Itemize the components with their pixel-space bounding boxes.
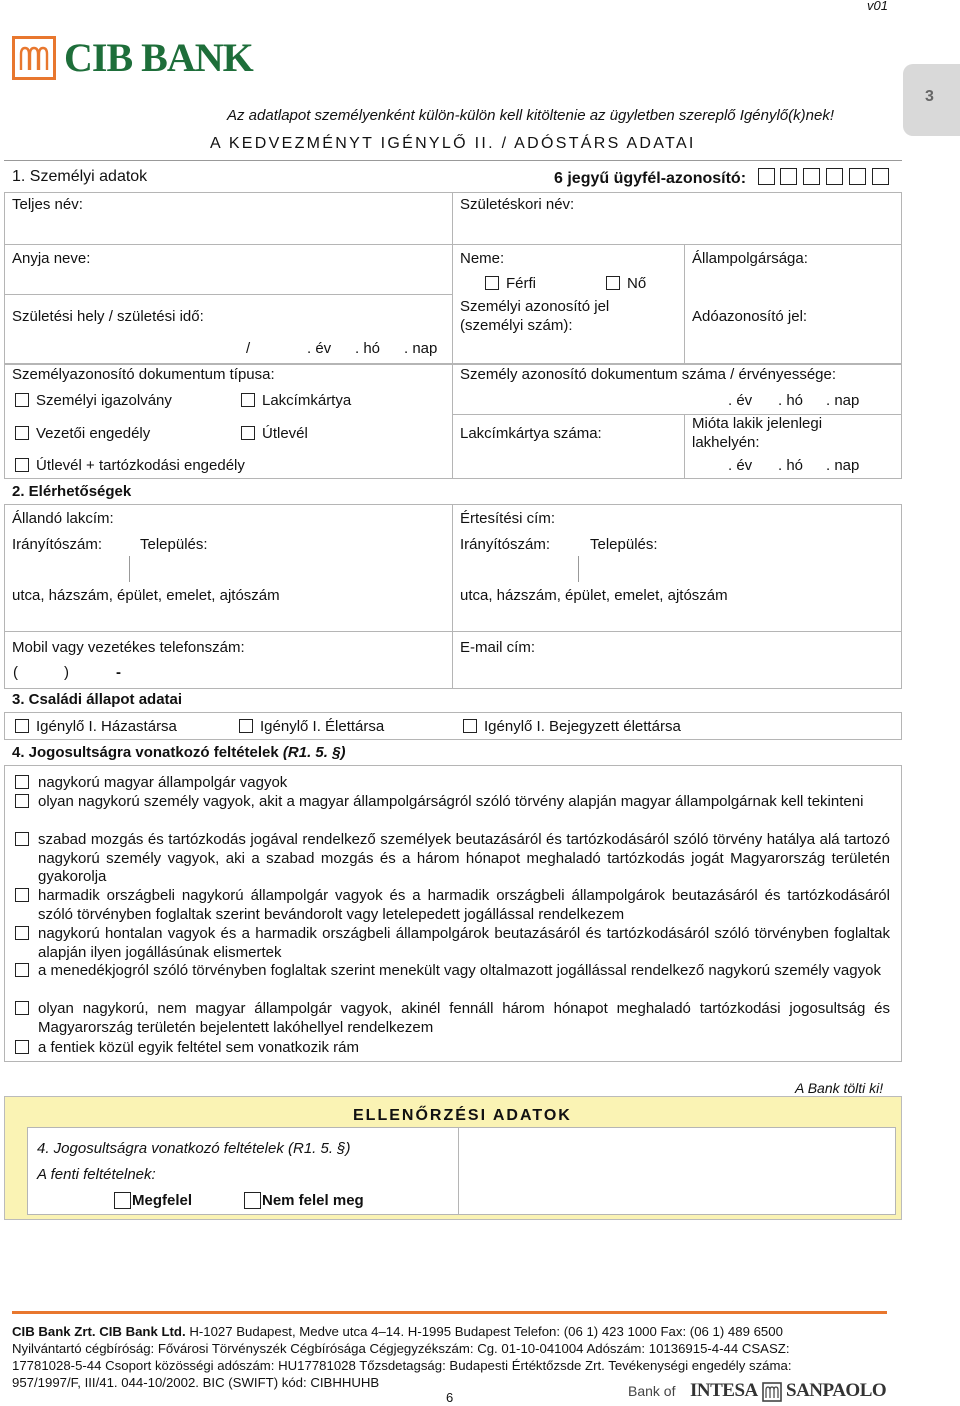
registered-partner-label: Igénylő I. Bejegyzett élettársa bbox=[484, 718, 681, 735]
doc-valid-day: . nap bbox=[826, 392, 860, 409]
footer-line-1 bbox=[12, 1323, 792, 1340]
driving-license-checkbox[interactable] bbox=[15, 426, 29, 440]
phone-label: Mobil vagy vezetékes telefonszám: bbox=[12, 639, 245, 656]
spouse-checkbox[interactable] bbox=[15, 719, 29, 733]
footer-line-3: 17781028-5-44 Csoport közösségi adószám: HU17781028 Tőzsdetagság: Budapesti Értéktőzsde Zrt. Tevékenységi engedély száma: bbox=[12, 1358, 792, 1373]
condition-checkbox-4[interactable] bbox=[15, 888, 29, 902]
section1-heading: 1. Személyi adatok bbox=[12, 168, 148, 185]
since-day: . nap bbox=[826, 457, 860, 474]
residence-since-line1: Mióta lakik jelenlegi bbox=[692, 415, 823, 432]
condition-text-7: olyan nagykorú, nem magyar állampolgár vagyok, akinél fennáll három hónapot meghaladó tartózkodási jogosultság és Magyarország területén bejelentett lakóhellyel rendelkezem bbox=[38, 1000, 890, 1036]
email-label: E-mail cím: bbox=[460, 639, 535, 656]
driving-license-label: Vezetői engedély bbox=[36, 425, 151, 442]
not-meets-label: Nem felel meg bbox=[262, 1192, 364, 1209]
intesa-logo bbox=[628, 1380, 887, 1404]
condition-checkbox-6[interactable] bbox=[15, 963, 29, 977]
passport-label: Útlevél bbox=[262, 425, 308, 442]
section4-heading-main: 4. Jogosultságra vonatkozó feltételek bbox=[12, 744, 279, 761]
since-month: . hó bbox=[778, 457, 804, 474]
bank-of-text: Bank of bbox=[628, 1383, 676, 1399]
gender-label: Neme: bbox=[460, 250, 505, 267]
passport-residence-label: Útlevél + tartózkodási engedély bbox=[36, 457, 245, 474]
intesa-text: INTESA bbox=[690, 1380, 758, 1401]
birth-place-date-label: Születési hely / születési idő: bbox=[12, 308, 204, 325]
section2-heading: 2. Elérhetőségek bbox=[12, 483, 132, 500]
full-name-label: Teljes név: bbox=[12, 196, 83, 213]
spouse-label: Igénylő I. Házastársa bbox=[36, 718, 177, 735]
passport-residence-checkbox[interactable] bbox=[15, 458, 29, 472]
address-card-number-label: Lakcímkártya száma: bbox=[460, 425, 602, 442]
condition-text-6: a menedékjogról szóló törvényben foglaltak szerint menekült vagy oltalmazott jogállással rendelkező nagykorú személy vagyok bbox=[38, 962, 881, 979]
not-meets-checkbox[interactable] bbox=[244, 1192, 261, 1209]
doc-number-label: Személy azonosító dokumentum száma / érvényessége: bbox=[460, 366, 837, 383]
client-id-box-2[interactable] bbox=[780, 168, 797, 185]
client-id-box-4[interactable] bbox=[826, 168, 843, 185]
female-label: Nő bbox=[627, 275, 647, 292]
version-label: v01 bbox=[867, 0, 888, 13]
footer-line-2: Nyilvántartó cégbíróság: Fővárosi Törvényszék Cégbírósága Cégjegyzékszám: Cg. 01-10-041004 Adószám: 10136915-4-44 CSASZ: bbox=[12, 1341, 790, 1356]
check-section bbox=[4, 1096, 902, 1220]
birth-date-month: . hó bbox=[355, 340, 381, 357]
birth-date-year: . év bbox=[307, 340, 332, 357]
doc-valid-year: . év bbox=[728, 392, 753, 409]
passport-checkbox[interactable] bbox=[241, 426, 255, 440]
page-tab-number: 3 bbox=[925, 88, 934, 105]
partner-checkbox[interactable] bbox=[239, 719, 253, 733]
footer-line-4: 957/1997/F, III/41. 044-10/2002. BIC (SWIFT) kód: CIBHHUHB bbox=[12, 1375, 380, 1390]
postal-zip-label: Irányítószám: bbox=[460, 536, 551, 553]
registered-partner-checkbox[interactable] bbox=[463, 719, 477, 733]
page-tab bbox=[903, 64, 960, 136]
birth-date-slash: / bbox=[246, 340, 251, 357]
condition-text-3: szabad mozgás és tartózkodás jogával rendelkező személyek beutazásáról és tartózkodásáról szóló törvény hatálya alá tartozó nagykorú személy vagyok, aki a szabad mozgás és a három hónapot meghaladó tartózkodás jogát Magyarország területén gyakorolja bbox=[38, 831, 890, 885]
postal-city-label: Település: bbox=[590, 536, 658, 553]
section4-heading-ref: (R1. 5. §) bbox=[282, 744, 346, 761]
postal-address-label: Értesítési cím: bbox=[460, 510, 556, 527]
footer-address: H-1027 Budapest, Medve utca 4–14. H-1995 Budapest Telefon: (06 1) 423 1000 Fax: (06 1) 489 6500 bbox=[189, 1324, 783, 1339]
permanent-street-label: utca, házszám, épület, emelet, ajtószám bbox=[12, 587, 280, 604]
id-card-checkbox[interactable] bbox=[15, 393, 29, 407]
phone-dash: - bbox=[116, 664, 121, 681]
client-id-label: 6 jegyű ügyfél-azonosító: bbox=[554, 170, 747, 187]
mother-name-label: Anyja neve: bbox=[12, 250, 91, 267]
condition-checkbox-2[interactable] bbox=[15, 794, 29, 808]
sanpaolo-text: SANPAOLO bbox=[786, 1380, 887, 1401]
cib-logo bbox=[12, 36, 257, 80]
condition-text-5: nagykorú hontalan vagyok és a harmadik országbeli állampolgárok beutazásáról és tartózkodásáról szóló törvényben foglaltak alapján ilyen jogállásúnak elismertek bbox=[38, 925, 890, 961]
id-card-label: Személyi igazolvány bbox=[36, 392, 172, 409]
doc-type-label: Személyazonosító dokumentum típusa: bbox=[12, 366, 275, 383]
postal-street-label: utca, házszám, épület, emelet, ajtószám bbox=[460, 587, 728, 604]
condition-checkbox-8[interactable] bbox=[15, 1040, 29, 1054]
instruction-text: Az adatlapot személyenként külön-külön kell kitöltenie az ügyletben szereplő Igénylő(k)nek! bbox=[227, 107, 835, 124]
residence-since-line2: lakhelyén: bbox=[692, 434, 760, 451]
condition-checkbox-7[interactable] bbox=[15, 1001, 29, 1015]
meets-label: Megfelel bbox=[132, 1192, 193, 1209]
form-title: A KEDVEZMÉNYT IGÉNYLŐ II. / ADÓSTÁRS ADATAI bbox=[210, 135, 696, 152]
address-card-label: Lakcímkártya bbox=[262, 392, 352, 409]
condition-checkbox-5[interactable] bbox=[15, 926, 29, 940]
section3-heading: 3. Családi állapot adatai bbox=[12, 691, 183, 708]
partner-label: Igénylő I. Élettársa bbox=[260, 718, 385, 735]
sanpaolo-icon bbox=[762, 1382, 782, 1402]
client-id-box-1[interactable] bbox=[758, 168, 775, 185]
doc-valid-month: . hó bbox=[778, 392, 804, 409]
permanent-zip-label: Irányítószám: bbox=[12, 536, 103, 553]
footer-company: CIB Bank Zrt. CIB Bank Ltd. bbox=[12, 1324, 186, 1339]
condition-text-1: nagykorú magyar állampolgár vagyok bbox=[38, 774, 288, 791]
bank-name: CIB BANK bbox=[64, 35, 253, 80]
birth-name-label: Születéskori név: bbox=[460, 196, 575, 213]
permanent-address-label: Állandó lakcím: bbox=[12, 510, 114, 527]
check-inner-box bbox=[27, 1127, 896, 1215]
meets-checkbox[interactable] bbox=[114, 1192, 131, 1209]
male-label: Férfi bbox=[506, 275, 536, 292]
condition-text-2: olyan nagykorú személy vagyok, akit a magyar állampolgárságról szóló törvény alapján magyar állampolgárnak kell tekinteni bbox=[38, 793, 864, 810]
client-id-box-6[interactable] bbox=[872, 168, 889, 185]
check-section-title: ELLENŐRZÉSI ADATOK bbox=[353, 1107, 572, 1124]
client-id-box-3[interactable] bbox=[803, 168, 820, 185]
section4-heading bbox=[12, 744, 345, 761]
check-heading: 4. Jogosultságra vonatkozó feltételek (R1. 5. §) bbox=[37, 1140, 351, 1157]
cib-logo-icon bbox=[12, 36, 56, 80]
condition-checkbox-3[interactable] bbox=[15, 832, 29, 846]
phone-open-paren: ( bbox=[13, 664, 18, 681]
check-question: A fenti feltételnek: bbox=[37, 1166, 156, 1183]
permanent-city-label: Település: bbox=[140, 536, 208, 553]
citizenship-label: Állampolgársága: bbox=[692, 250, 808, 267]
bank-fills-note: A Bank tölti ki! bbox=[795, 1080, 884, 1096]
page-number: 6 bbox=[446, 1390, 454, 1405]
condition-checkbox-1[interactable] bbox=[15, 775, 29, 789]
tax-id-label: Adóazonosító jel: bbox=[692, 308, 808, 325]
male-checkbox[interactable] bbox=[485, 276, 499, 290]
phone-close-paren: ) bbox=[64, 664, 69, 681]
since-year: . év bbox=[728, 457, 753, 474]
birth-date-day: . nap bbox=[404, 340, 438, 357]
condition-text-4: harmadik országbeli nagykorú állampolgár vagyok és a harmadik országbeli állampolgárok beutazásáról és tartózkodásáról szóló törvényben foglaltak szerint bevándorolt vagy letelepedett jogállással rendelkezem bbox=[38, 887, 890, 923]
female-checkbox[interactable] bbox=[606, 276, 620, 290]
condition-text-8: a fentiek közül egyik feltétel sem vonatkozik rám bbox=[38, 1039, 359, 1056]
address-card-checkbox[interactable] bbox=[241, 393, 255, 407]
client-id-box-5[interactable] bbox=[849, 168, 866, 185]
personal-id-label-line1: Személyi azonosító jel bbox=[460, 298, 610, 315]
personal-id-label-line2: (személyi szám): bbox=[460, 317, 573, 334]
